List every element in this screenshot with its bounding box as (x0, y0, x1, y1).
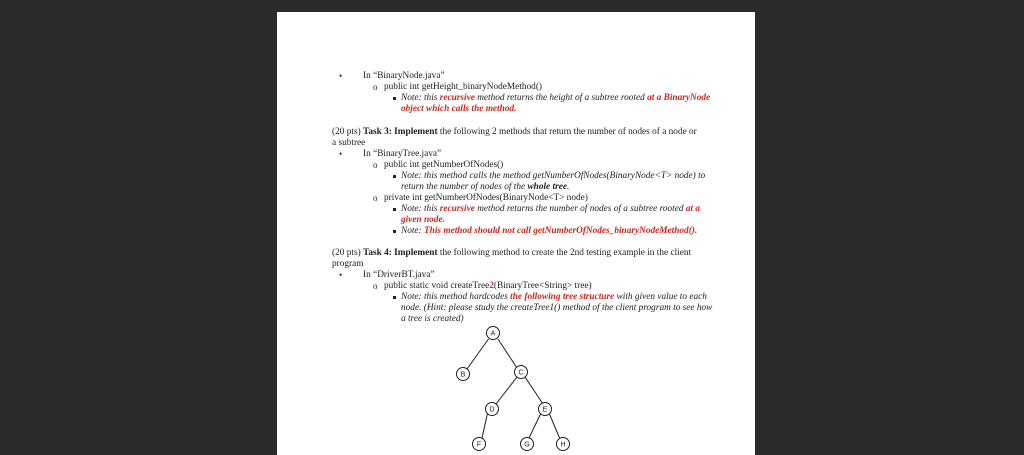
tree-node-a (487, 327, 500, 340)
circle-bullet-icon: o (373, 193, 378, 203)
node-label-a: A (490, 330, 496, 338)
note-line: given node. (401, 215, 445, 225)
circle-bullet-icon: o (373, 82, 378, 92)
bullet-icon: • (339, 149, 343, 159)
method-signature: public int getNumberOfNodes() (384, 160, 504, 170)
method-signature: public static void createTree2(BinaryTree<String> tree) (384, 281, 592, 291)
edge-a-c (498, 339, 517, 368)
node-label-b: B (460, 371, 466, 379)
edge-e-h (549, 413, 560, 439)
note-line: Note: This method should not call getNumberOfNodes_binaryNodeMethod(). (401, 226, 698, 236)
document-page (277, 12, 755, 455)
task-heading: (20 pts) Task 3: Implement the following 2 methods that return the number of nodes of a node or (332, 127, 697, 137)
node-label-f: F (476, 441, 482, 449)
node-label-e: E (542, 406, 548, 414)
node-label-d: D (489, 406, 495, 414)
tree-node-b (457, 368, 470, 381)
method-signature: public int getHeight_binaryNodeMethod() (384, 82, 543, 92)
note-line: a tree is created) (401, 314, 464, 324)
node-label-g: G (524, 441, 530, 449)
edge-c-d (496, 377, 517, 404)
tree-node-e (539, 403, 552, 416)
node-label-h: H (560, 441, 566, 449)
file-line: In “DriverBT.java” (363, 270, 435, 280)
file-line: In “BinaryNode.java” (363, 71, 445, 81)
bullet-icon: • (339, 270, 343, 280)
circle-bullet-icon: o (373, 160, 378, 170)
task-heading-cont: program (332, 259, 364, 269)
note-line: object which calls the method. (401, 104, 517, 114)
tree-node-g (521, 438, 534, 451)
circle-bullet-icon: o (373, 281, 378, 291)
edge-c-e (525, 377, 543, 404)
note-line: Note: this method hardcodes the following tree structure with given value to each (401, 292, 707, 302)
node-label-c: C (518, 369, 524, 377)
note-line: Note: this recursive method returns the number of nodes of a subtree rooted at a (401, 204, 701, 214)
tree-node-d (486, 403, 499, 416)
task-heading-cont: a subtree (332, 138, 366, 148)
tree-node-f (473, 438, 486, 451)
note-line: node. (Hint: please study the createTree1() method of the client program to see how (401, 303, 713, 313)
note-line: Note: this method calls the method getNumberOfNodes(BinaryNode<T> node) to (401, 171, 706, 181)
task-heading: (20 pts) Task 4: Implement the following method to create the 2nd testing example in the client (332, 248, 692, 258)
note-line: return the number of nodes of the whole tree. (401, 182, 570, 192)
edge-a-b (467, 339, 489, 369)
tree-node-h (557, 438, 570, 451)
tree-edges (467, 339, 560, 439)
tree-node-c (515, 366, 528, 379)
note-line: Note: this recursive method returns the height of a subtree rooted at a BinaryNode (401, 93, 711, 103)
edge-d-f (482, 411, 488, 438)
file-line: In “BinaryTree.java” (363, 149, 442, 159)
bullet-icon: • (339, 71, 343, 81)
binary-tree-diagram (277, 12, 755, 455)
edge-e-g (529, 413, 541, 438)
method-signature: private int getNumberOfNodes(BinaryNode<T> node) (384, 193, 588, 203)
